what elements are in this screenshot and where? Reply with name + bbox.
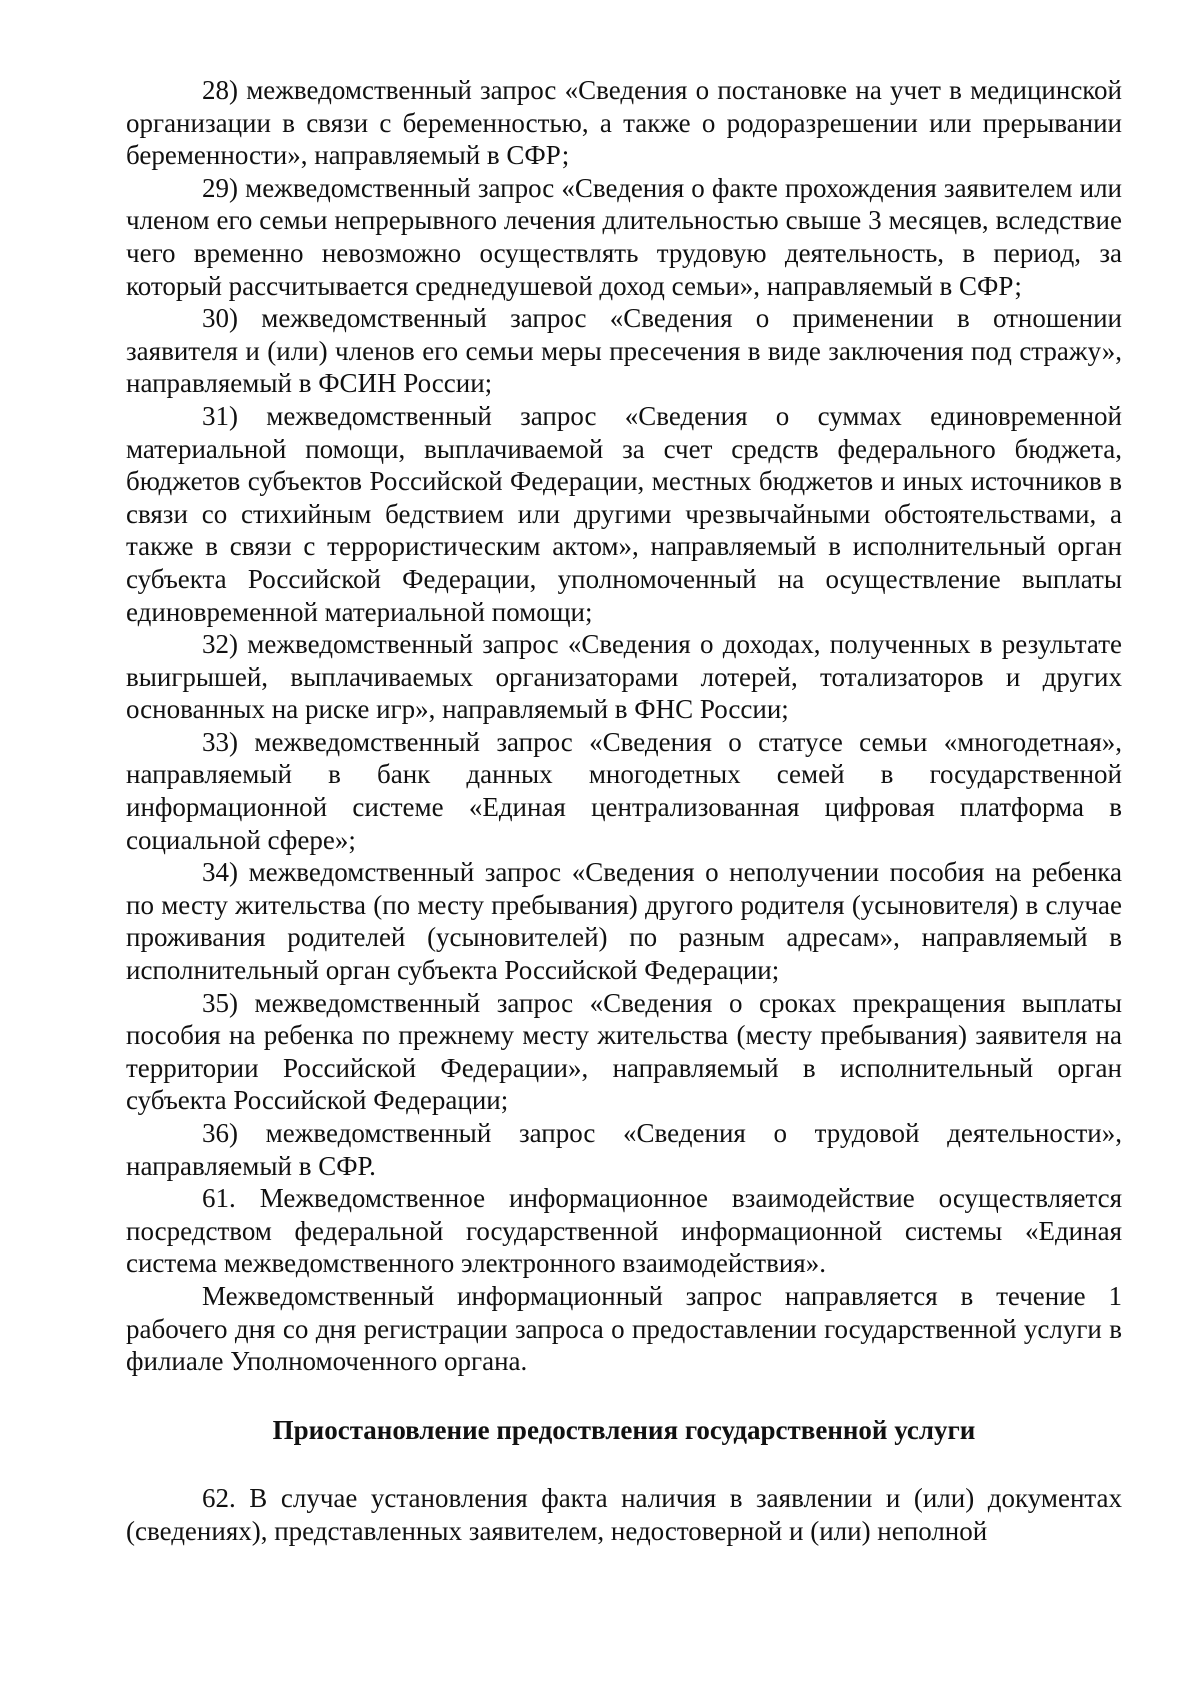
paragraph-clause-61: 61. Межведомственное информационное взаимодействие осуществляется посредством федеральной государственной информационной системы «Единая система межведомственного электронного взаимодействия».: [126, 1183, 1122, 1279]
paragraph-clause-62: 62. В случае установления факта наличия в заявлении и (или) документах (сведениях), представленных заявителем, недостоверной и (или) неполной: [126, 1483, 1122, 1546]
paragraph-item-29: 29) межведомственный запрос «Сведения о факте прохождения заявителем или членом его семьи непрерывного лечения длительностью свыше 3 месяцев, вследствие чего временно невозможно осуществлять трудовую деятельность, в период, за который рассчитывается среднедушевой доход семьи», направляемый в СФР;: [126, 172, 1122, 301]
paragraph-interagency-request: Межведомственный информационный запрос направляется в течение 1 рабочего дня со дня регистрации запроса о предоставлении государственной услуги в филиале Уполномоченного органа.: [126, 1280, 1122, 1377]
paragraph-item-32: 32) межведомственный запрос «Сведения о доходах, полученных в результате выигрышей, выплачиваемых организаторами лотерей, тотализаторов и других основанных на риске игр», направляемый в ФНС России;: [126, 629, 1122, 725]
paragraph-item-33: 33) межведомственный запрос «Сведения о статусе семьи «многодетная», направляемый в банк данных многодетных семей в государственной информационной системе «Единая централизованная цифровая платформа в социальной сфере»;: [126, 726, 1122, 855]
paragraph-item-35: 35) межведомственный запрос «Сведения о сроках прекращения выплаты пособия на ребенка по прежнему месту жительства (месту пребывания) заявителя на территории Российской Федерации», направляемый в исполнительный орган субъекта Российской Федерации;: [126, 987, 1122, 1116]
paragraph-item-36: 36) межведомственный запрос «Сведения о трудовой деятельности», направляемый в СФР.: [126, 1118, 1122, 1181]
document-page: [126, 74, 1122, 1548]
paragraph-item-31: 31) межведомственный запрос «Сведения о суммах единовременной материальной помощи, выплачиваемой за счет средств федерального бюджета, бюджетов субъектов Российской Федерации, местных бюджетов и иных источников в связи со стихийным бедствием или другими чрезвычайными обстоятельствами, а также в связи с террористическим актом», направляемый в исполнительный орган субъекта Российской Федерации, уполномоченный на осуществление выплаты единовременной материальной помощи;: [126, 400, 1122, 627]
paragraph-item-34: 34) межведомственный запрос «Сведения о неполучении пособия на ребенка по месту жительства (по месту пребывания) другого родителя (усыновителя) в случае проживания родителей (усыновителей) по разным адресам», направляемый в исполнительный орган субъекта Российской Федерации;: [126, 857, 1122, 986]
section-heading: Приостановление предоствления государственной услуги: [272, 1414, 976, 1445]
paragraph-item-30: 30) межведомственный запрос «Сведения о применении в отношении заявителя и (или) членов его семьи меры пресечения в виде заключения под стражу», направляемый в ФСИН России;: [126, 303, 1122, 399]
paragraph-item-28: 28) межведомственный запрос «Сведения о постановке на учет в медицинской организации в связи с беременностью, а также о родоразрешении или прерывании беременности», направляемый в СФР;: [126, 75, 1122, 171]
